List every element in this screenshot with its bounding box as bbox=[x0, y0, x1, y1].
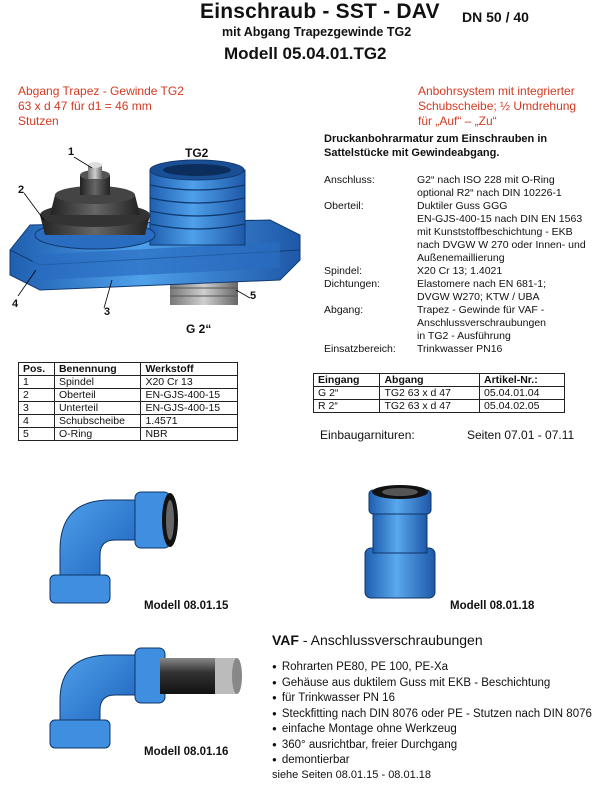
column-header: Werkstoff bbox=[141, 363, 238, 376]
callout-2: 2 bbox=[18, 184, 25, 196]
table-row bbox=[19, 415, 238, 428]
callout-3: 3 bbox=[104, 306, 111, 318]
table-cell: NBR bbox=[141, 428, 238, 441]
table-cell: G 2“ bbox=[314, 387, 380, 400]
table-cell: TG2 63 x d 47 bbox=[380, 387, 480, 400]
spec-row bbox=[324, 265, 597, 278]
model-label-2: Modell 08.01.18 bbox=[450, 600, 535, 612]
table-cell: Spindel bbox=[54, 376, 140, 389]
einbau-pages: Seiten 07.01 - 07.11 bbox=[467, 428, 575, 442]
spec-value-line: in TG2 - Ausführung bbox=[417, 330, 511, 342]
callout-4: 4 bbox=[12, 298, 19, 310]
table-row bbox=[314, 400, 565, 413]
g2-label: G 2“ bbox=[186, 322, 212, 336]
note-right bbox=[418, 84, 576, 129]
table-row bbox=[19, 376, 238, 389]
table-cell: O-Ring bbox=[54, 428, 140, 441]
spec-key: Anschluss: bbox=[324, 174, 375, 186]
spec-list bbox=[324, 174, 597, 356]
callout-5: 5 bbox=[250, 290, 257, 302]
table-row bbox=[19, 428, 238, 441]
column-header: Artikel-Nr.: bbox=[480, 374, 565, 387]
note-left bbox=[18, 84, 184, 129]
vaf-bullet: ● für Trinkwasser PN 16 bbox=[272, 691, 592, 707]
valve-drawing bbox=[0, 140, 320, 340]
parts-table bbox=[18, 362, 238, 441]
elbow-stub-image bbox=[40, 640, 250, 750]
spec-value-line: optional R2“ nach DIN 10226-1 bbox=[417, 187, 562, 199]
spec-value bbox=[417, 174, 597, 200]
spec-value bbox=[417, 343, 597, 356]
spec-row bbox=[324, 174, 597, 200]
spec-value-line: G2“ nach ISO 228 mit O-Ring bbox=[417, 174, 555, 186]
spec-value-line: X20 Cr 13; 1.4021 bbox=[417, 265, 503, 277]
spec-value-line: EN-GJS-400-15 nach DIN EN 1563 bbox=[417, 213, 583, 225]
note-right-line: für „Auf“ – „Zu“ bbox=[418, 114, 497, 128]
table-cell: 2 bbox=[19, 389, 55, 402]
table-cell: X20 Cr 13 bbox=[141, 376, 238, 389]
table-cell: R 2“ bbox=[314, 400, 380, 413]
vaf-bullet: ● demontierbar bbox=[272, 753, 592, 769]
spec-row bbox=[324, 278, 597, 304]
table-cell: EN-GJS-400-15 bbox=[141, 402, 238, 415]
straight-fitting-image bbox=[355, 478, 445, 603]
einbau-label: Einbaugarnituren: bbox=[320, 428, 415, 442]
table-cell: 5 bbox=[19, 428, 55, 441]
note-left-line: 63 x d 47 für d1 = 46 mm bbox=[18, 99, 152, 113]
note-left-line: Stutzen bbox=[18, 114, 59, 128]
table-cell: 1.4571 bbox=[141, 415, 238, 428]
model-label-1: Modell 08.01.15 bbox=[144, 600, 229, 612]
spec-value-line: Trinkwasser PN16 bbox=[417, 343, 503, 355]
spec-row bbox=[324, 304, 597, 343]
spec-value bbox=[417, 304, 597, 343]
spec-value-line: Elastomere nach EN 681-1; bbox=[417, 278, 546, 290]
table-row bbox=[19, 389, 238, 402]
tg2-label: TG2 bbox=[185, 146, 209, 160]
model-label-3: Modell 08.01.16 bbox=[144, 746, 229, 758]
spec-value-line: Anschlussverschraubungen bbox=[417, 317, 546, 329]
spec-value-line: nach DVGW W 270 oder Innen- und bbox=[417, 239, 586, 251]
vaf-bullet: ● einfache Montage ohne Werkzeug bbox=[272, 722, 592, 738]
column-header: Pos. bbox=[19, 363, 55, 376]
table-cell: Unterteil bbox=[54, 402, 140, 415]
table-cell: TG2 63 x d 47 bbox=[380, 400, 480, 413]
spec-key: Einsatzbereich: bbox=[324, 343, 396, 355]
spec-value bbox=[417, 200, 597, 265]
column-header: Abgang bbox=[380, 374, 480, 387]
note-left-line: Abgang Trapez - Gewinde TG2 bbox=[18, 84, 184, 98]
column-header: Eingang bbox=[314, 374, 380, 387]
table-row bbox=[19, 402, 238, 415]
spec-value-line: Außenemaillierung bbox=[417, 252, 505, 264]
table-cell: 4 bbox=[19, 415, 55, 428]
column-header: Benennung bbox=[54, 363, 140, 376]
vaf-footer: siehe Seiten 08.01.15 - 08.01.18 bbox=[272, 769, 432, 781]
table-cell: 05.04.01.04 bbox=[480, 387, 565, 400]
vaf-bullet: ● Rohrarten PE80, PE 100, PE-Xa bbox=[272, 660, 592, 676]
vaf-bullet: ● 360° ausrichtbar, freier Durchgang bbox=[272, 738, 592, 754]
note-right-line: Anbohrsystem mit integrierter bbox=[418, 84, 575, 98]
spec-value-line: Duktiler Guss GGG bbox=[417, 200, 508, 212]
table-cell: EN-GJS-400-15 bbox=[141, 389, 238, 402]
spec-key: Dichtungen: bbox=[324, 278, 381, 290]
spec-value-line: DVGW W270; KTW / UBA bbox=[417, 291, 540, 303]
elbow-fitting-image bbox=[40, 480, 190, 605]
table-cell: Schubscheibe bbox=[54, 415, 140, 428]
page-title: Einschraub - SST - DAV bbox=[200, 0, 440, 23]
table-cell: 3 bbox=[19, 402, 55, 415]
order-table bbox=[313, 373, 565, 413]
table-header bbox=[314, 374, 565, 387]
table-cell: Oberteil bbox=[54, 389, 140, 402]
spec-key: Abgang: bbox=[324, 304, 364, 316]
spec-row bbox=[324, 343, 597, 356]
model-number: Modell 05.04.01.TG2 bbox=[224, 44, 387, 63]
description-title: Druckanbohrarmatur zum Einschrauben in Sattelstücke mit Gewindeabgang. bbox=[324, 133, 548, 159]
vaf-title-rest: - Anschlussverschraubungen bbox=[298, 632, 483, 648]
spec-key: Oberteil: bbox=[324, 200, 364, 212]
table-row bbox=[314, 387, 565, 400]
vaf-bullet-list bbox=[272, 660, 592, 769]
spec-value-line: Trapez - Gewinde für VAF - bbox=[417, 304, 545, 316]
vaf-bullet: ● Gehäuse aus duktilem Guss mit EKB - Beschichtung bbox=[272, 676, 592, 692]
note-right-line: Schubscheibe; ½ Umdrehung bbox=[418, 99, 577, 113]
dn-size: DN 50 / 40 bbox=[462, 9, 529, 25]
vaf-title-bold: VAF bbox=[272, 632, 299, 648]
table-cell: 05.04.02.05 bbox=[480, 400, 565, 413]
spec-value bbox=[417, 278, 597, 304]
vaf-bullet: ● Steckfitting nach DIN 8076 oder PE - Stutzen nach DIN 8076 bbox=[272, 707, 592, 723]
spec-row bbox=[324, 200, 597, 265]
callout-1: 1 bbox=[68, 146, 75, 158]
vaf-title bbox=[272, 632, 483, 648]
spec-key: Spindel: bbox=[324, 265, 362, 277]
spec-value-line: mit Kunststoffbeschichtung - EKB bbox=[417, 226, 573, 238]
table-cell: 1 bbox=[19, 376, 55, 389]
table-header bbox=[19, 363, 238, 376]
spec-value bbox=[417, 265, 597, 278]
page-subtitle: mit Abgang Trapezgewinde TG2 bbox=[222, 25, 412, 39]
